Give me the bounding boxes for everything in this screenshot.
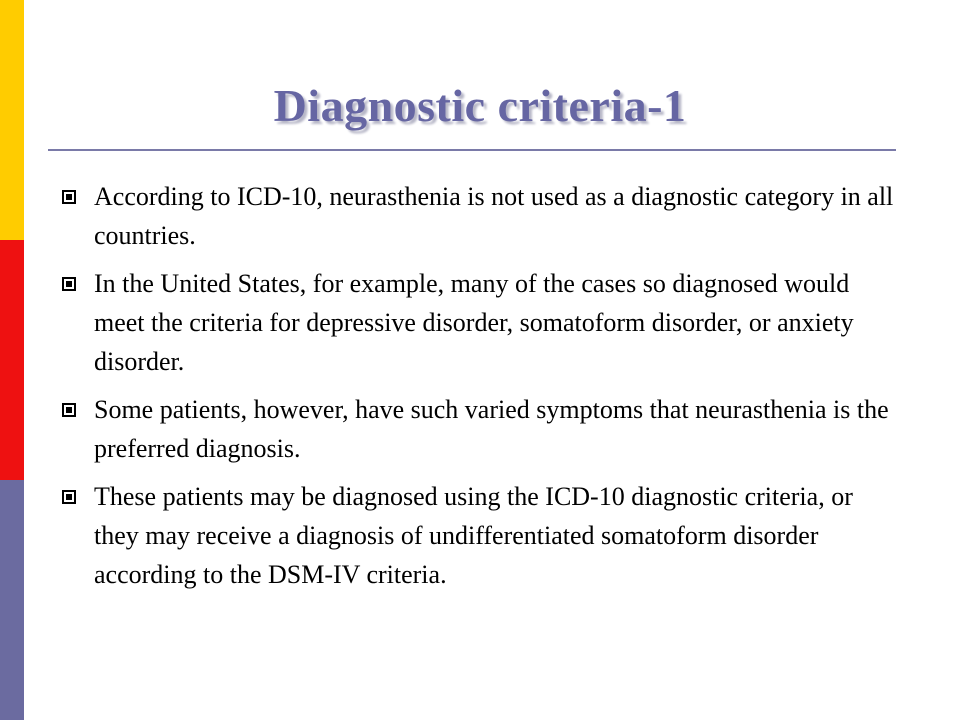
bullet-item	[60, 264, 900, 381]
slide-title: Diagnostic criteria-1	[273, 80, 687, 131]
square-bullet-icon	[62, 277, 76, 291]
square-bullet-icon	[62, 490, 76, 504]
side-bar-red-segment	[0, 240, 24, 480]
bullet-item	[60, 477, 900, 594]
bullet-text: These patients may be diagnosed using the ICD-10 diagnostic criteria, or they may receive a diagnosis of undifferentiated somatoform disorder according to the DSM-IV criteria.	[94, 482, 853, 589]
bullet-item	[60, 177, 900, 255]
bullet-list	[60, 177, 900, 603]
bullet-text: In the United States, for example, many of the cases so diagnosed would meet the criteria for depressive disorder, somatoform disorder, or anxiety disorder.	[94, 269, 854, 376]
bullet-item	[60, 390, 900, 468]
bullet-text: Some patients, however, have such varied symptoms that neurasthenia is the preferred diagnosis.	[94, 395, 889, 463]
side-bar-yellow-segment	[0, 0, 24, 240]
title-divider	[48, 149, 896, 151]
bullet-text: According to ICD-10, neurasthenia is not used as a diagnostic category in all countries.	[94, 182, 894, 250]
side-bar-purple-segment	[0, 480, 24, 720]
square-bullet-icon	[62, 190, 76, 204]
decorative-side-bar	[0, 0, 24, 720]
square-bullet-icon	[62, 403, 76, 417]
